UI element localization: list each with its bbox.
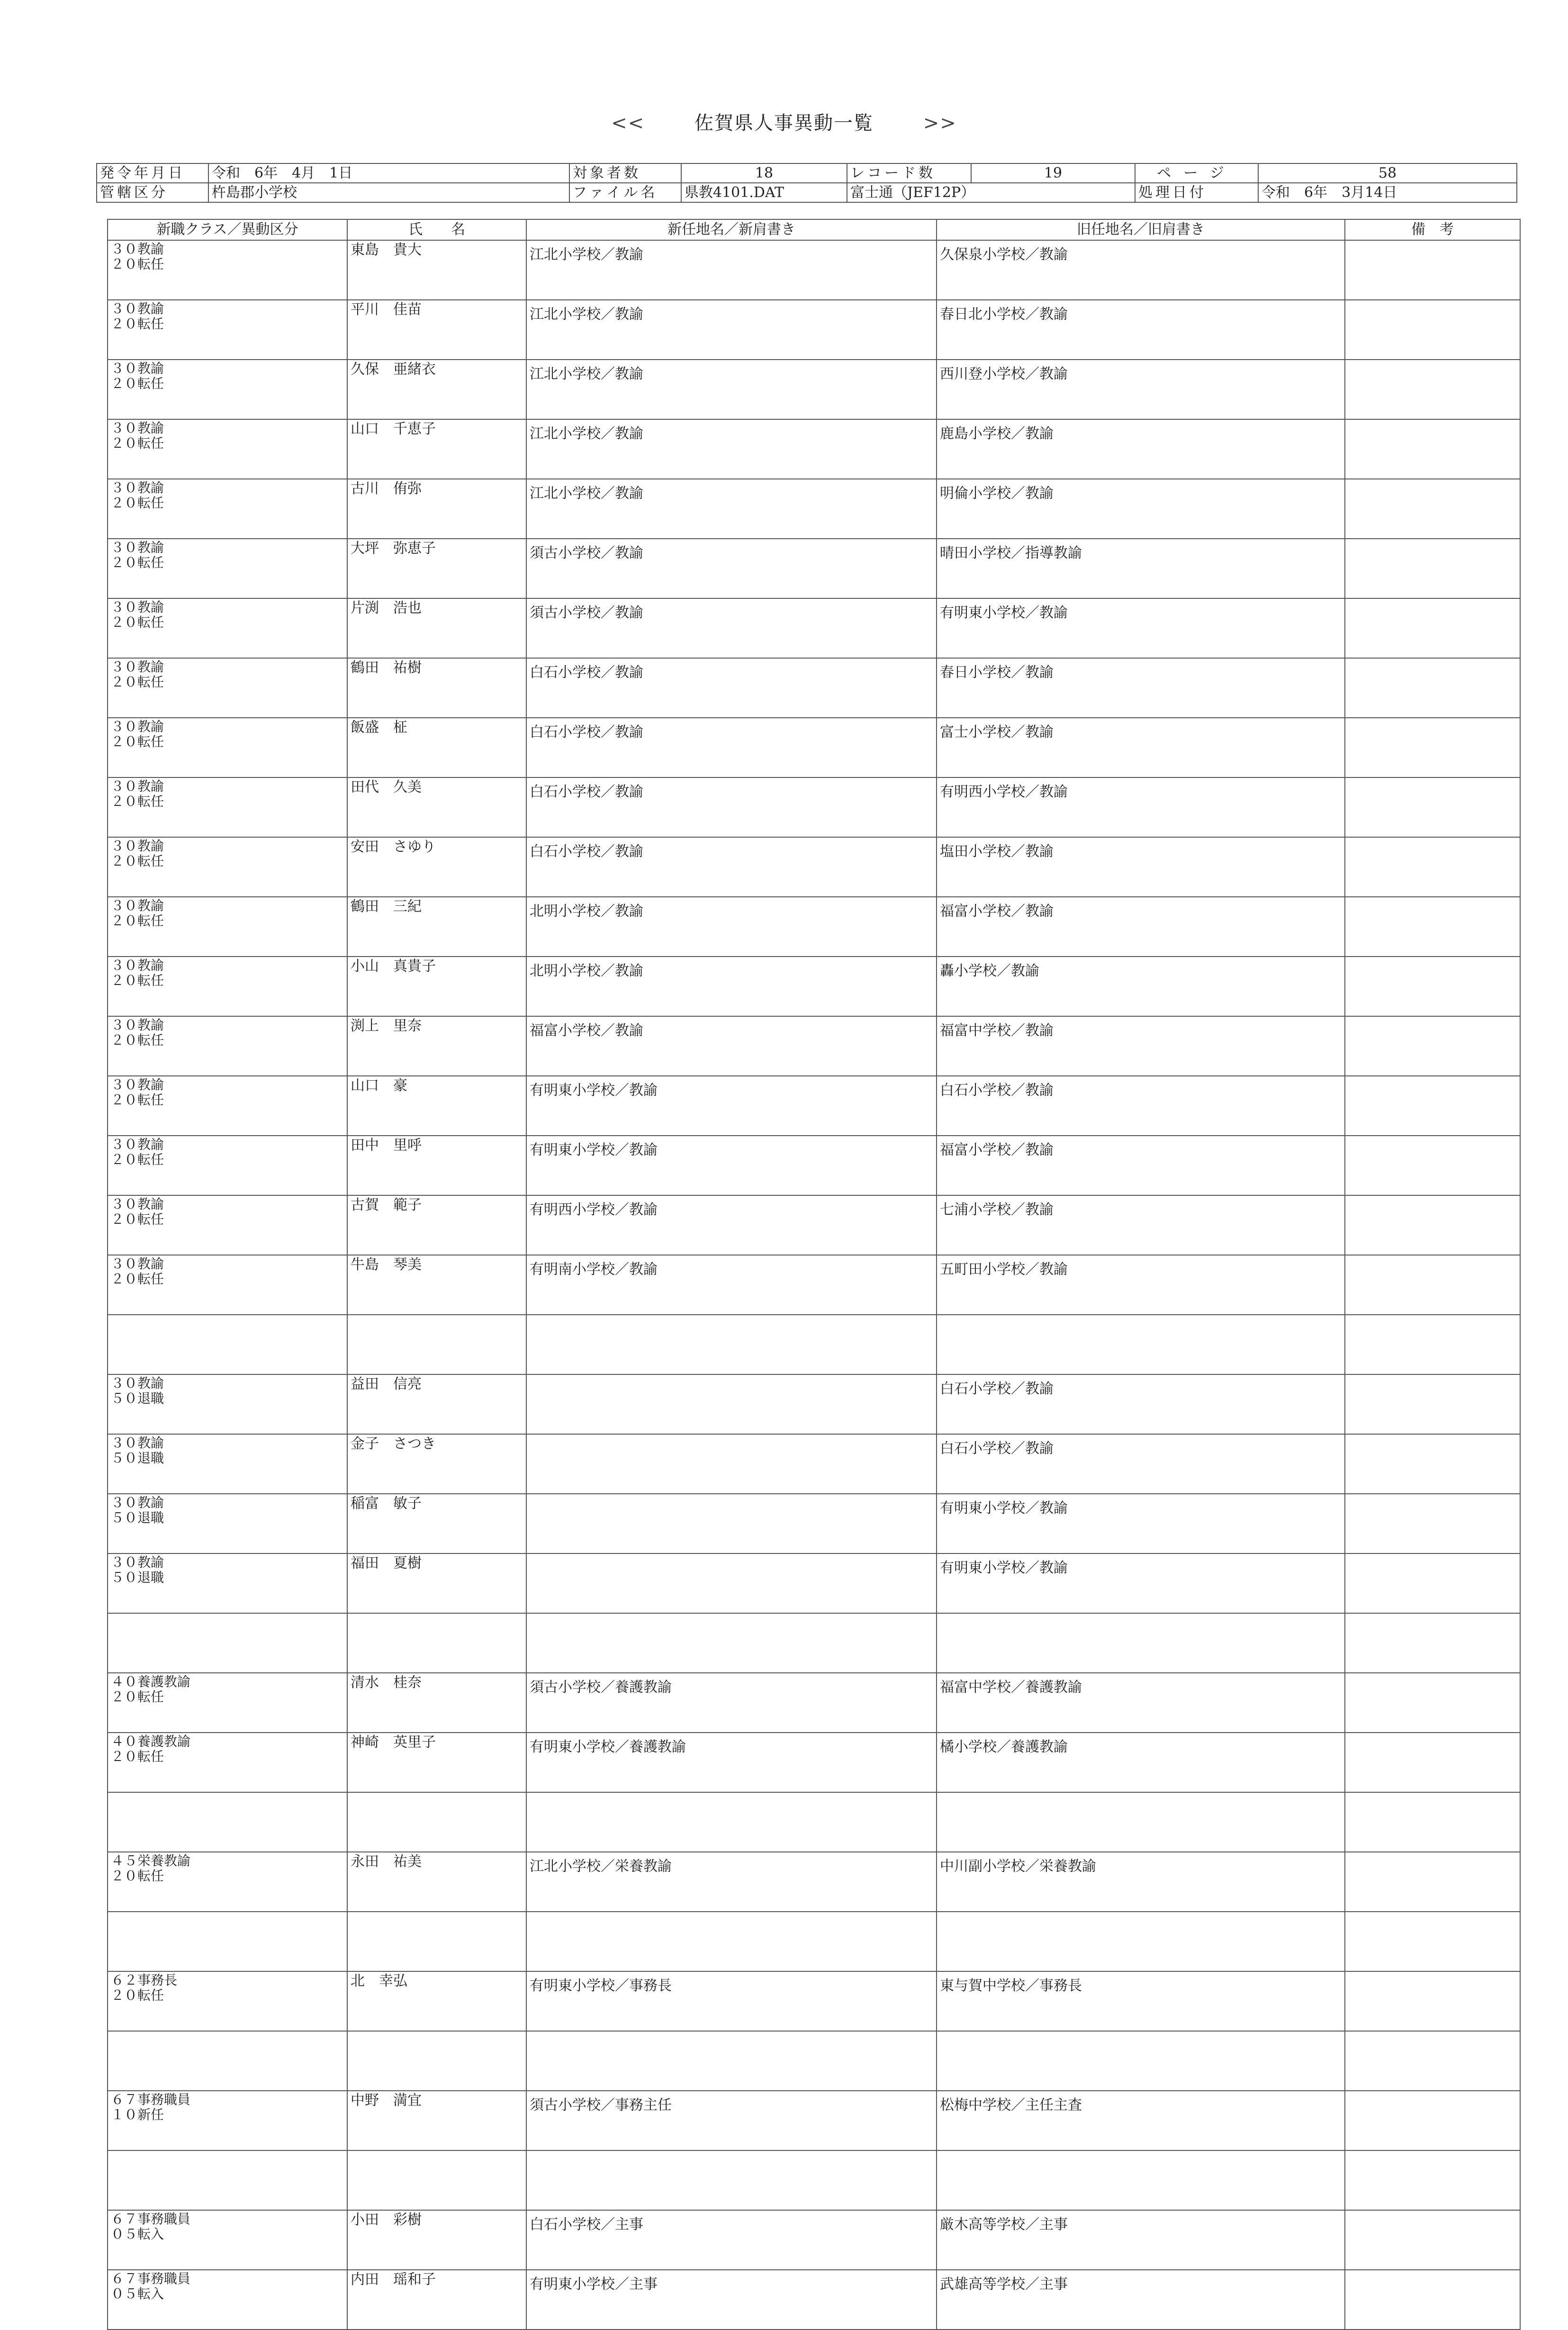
remarks-cell — [1345, 1434, 1520, 1494]
table-row — [108, 479, 1520, 539]
remarks-cell — [1345, 1255, 1520, 1315]
person-name: 山口 千恵子 — [347, 419, 526, 479]
new-post: 有明西小学校／教諭 — [526, 1195, 937, 1255]
person-name: 小山 真貴子 — [347, 957, 526, 1016]
new-post: 江北小学校／教諭 — [526, 419, 937, 479]
job-class: ３０教諭 — [111, 420, 164, 436]
person-name — [347, 1792, 526, 1852]
process-date-label: 処理日付 — [1135, 183, 1258, 202]
class-cell — [108, 1374, 347, 1434]
table-row — [108, 658, 1520, 718]
transfer-type: ２０転任 — [111, 256, 164, 272]
job-class: ３０教諭 — [111, 1554, 164, 1570]
job-class: ４０養護教諭 — [111, 1674, 191, 1689]
class-cell — [108, 1494, 347, 1553]
job-class: ３０教諭 — [111, 719, 164, 734]
remarks-cell — [1345, 1374, 1520, 1434]
new-post: 須古小学校／教諭 — [526, 598, 937, 658]
table-row — [108, 539, 1520, 598]
remarks-cell — [1345, 957, 1520, 1016]
transfer-type: ２０転任 — [111, 614, 164, 630]
transfer-type: ２０転任 — [111, 316, 164, 332]
transfer-type: ２０転任 — [111, 1032, 164, 1048]
person-name: 久保 亜緒衣 — [347, 360, 526, 419]
old-post: 白石小学校／教諭 — [937, 1076, 1345, 1136]
old-post: 七浦小学校／教諭 — [937, 1195, 1345, 1255]
transfer-type: ０５転入 — [111, 2286, 164, 2302]
class-cell — [108, 419, 347, 479]
old-post: 福富小学校／教諭 — [937, 897, 1345, 957]
new-post — [526, 1912, 937, 1971]
person-name: 北 幸弘 — [347, 1971, 526, 2031]
class-cell — [108, 1136, 347, 1195]
table-row — [108, 1494, 1520, 1553]
col-header-remarks: 備 考 — [1345, 219, 1520, 240]
transfer-type: ２０転任 — [111, 1271, 164, 1287]
new-post: 白石小学校／主事 — [526, 2210, 937, 2270]
target-count-label: 対象者数 — [569, 163, 681, 183]
remarks-cell — [1345, 658, 1520, 718]
person-name: 東島 貴大 — [347, 240, 526, 300]
table-row — [108, 1733, 1520, 1792]
class-cell — [108, 539, 347, 598]
remarks-cell — [1345, 1076, 1520, 1136]
old-post: 富士小学校／教諭 — [937, 718, 1345, 777]
col-header-class: 新職クラス／異動区分 — [108, 219, 347, 240]
new-post — [526, 1434, 937, 1494]
table-row — [108, 300, 1520, 360]
job-class: ３０教諭 — [111, 361, 164, 376]
new-post — [526, 2031, 937, 2091]
table-row — [108, 1613, 1520, 1673]
class-cell — [108, 2210, 347, 2270]
person-name: 永田 祐美 — [347, 1852, 526, 1912]
person-name: 安田 さゆり — [347, 837, 526, 897]
person-name: 渕上 里奈 — [347, 1016, 526, 1076]
old-post: 厳木高等学校／主事 — [937, 2210, 1345, 2270]
old-post: 轟小学校／教諭 — [937, 957, 1345, 1016]
person-name: 清水 桂奈 — [347, 1673, 526, 1733]
transfer-type: ２０転任 — [111, 913, 164, 929]
transfer-type: ２０転任 — [111, 1092, 164, 1108]
table-row — [108, 1971, 1520, 2031]
transfer-type: ２０転任 — [111, 674, 164, 690]
title-text: 佐賀県人事異動一覧 — [694, 112, 874, 134]
job-class: ３０教諭 — [111, 301, 164, 316]
remarks-cell — [1345, 479, 1520, 539]
class-cell — [108, 777, 347, 837]
class-cell — [108, 1553, 347, 1613]
transfer-type: ２０転任 — [111, 495, 164, 511]
person-name: 田代 久美 — [347, 777, 526, 837]
table-row — [108, 1673, 1520, 1733]
remarks-cell — [1345, 2150, 1520, 2210]
job-class: ６２事務長 — [111, 1972, 178, 1988]
table-row — [108, 2091, 1520, 2150]
person-name: 内田 瑶和子 — [347, 2270, 526, 2330]
old-post: 武雄高等学校／主事 — [937, 2270, 1345, 2330]
remarks-cell — [1345, 539, 1520, 598]
transfer-type: ２０転任 — [111, 973, 164, 988]
person-name: 飯盛 柾 — [347, 718, 526, 777]
table-row — [108, 2210, 1520, 2270]
class-cell — [108, 1912, 347, 1971]
new-post — [526, 1792, 937, 1852]
table-row — [108, 240, 1520, 300]
table-row — [108, 1315, 1520, 1374]
job-class: ３０教諭 — [111, 480, 164, 496]
class-cell — [108, 300, 347, 360]
class-cell — [108, 360, 347, 419]
printer-name: 富士通（JEF12P） — [847, 183, 1135, 202]
jurisdiction: 杵島郡小学校 — [208, 183, 569, 202]
class-cell — [108, 1852, 347, 1912]
class-cell — [108, 1792, 347, 1852]
table-row — [108, 1255, 1520, 1315]
class-cell — [108, 1076, 347, 1136]
old-post — [937, 2150, 1345, 2210]
remarks-cell — [1345, 2031, 1520, 2091]
class-cell — [108, 658, 347, 718]
job-class: ３０教諭 — [111, 838, 164, 854]
personnel-table — [107, 219, 1521, 2330]
table-row — [108, 598, 1520, 658]
class-cell — [108, 598, 347, 658]
new-post: 有明南小学校／教諭 — [526, 1255, 937, 1315]
new-post: 白石小学校／教諭 — [526, 837, 937, 897]
job-class: ６７事務職員 — [111, 2271, 191, 2286]
transfer-type: ２０転任 — [111, 1211, 164, 1227]
job-class: ３０教諭 — [111, 1375, 164, 1391]
remarks-cell — [1345, 1613, 1520, 1673]
person-name: 片渕 浩也 — [347, 598, 526, 658]
person-name — [347, 2031, 526, 2091]
remarks-cell — [1345, 1553, 1520, 1613]
new-post — [526, 1553, 937, 1613]
new-post: 須古小学校／事務主任 — [526, 2091, 937, 2150]
table-row — [108, 777, 1520, 837]
process-date: 令和 6年 3月14日 — [1258, 183, 1517, 202]
remarks-cell — [1345, 360, 1520, 419]
job-class: ３０教諭 — [111, 540, 164, 555]
new-post: 江北小学校／教諭 — [526, 240, 937, 300]
old-post: 有明東小学校／教諭 — [937, 1494, 1345, 1553]
person-name: 古賀 範子 — [347, 1195, 526, 1255]
remarks-cell — [1345, 777, 1520, 837]
table-row — [108, 1434, 1520, 1494]
file-name: 県教4101.DAT — [681, 183, 847, 202]
old-post — [937, 1315, 1345, 1374]
old-post — [937, 1792, 1345, 1852]
remarks-cell — [1345, 1733, 1520, 1792]
person-name: 中野 満宜 — [347, 2091, 526, 2150]
table-row — [108, 718, 1520, 777]
remarks-cell — [1345, 1315, 1520, 1374]
person-name — [347, 1912, 526, 1971]
table-row — [108, 2270, 1520, 2330]
person-name: 稲富 敏子 — [347, 1494, 526, 1553]
new-post — [526, 1613, 937, 1673]
old-post: 有明西小学校／教諭 — [937, 777, 1345, 837]
new-post: 白石小学校／教諭 — [526, 777, 937, 837]
transfer-type: １０新任 — [111, 2107, 164, 2122]
class-cell — [108, 1434, 347, 1494]
old-post: 中川副小学校／栄養教諭 — [937, 1852, 1345, 1912]
person-name — [347, 1613, 526, 1673]
person-name: 鶴田 祐樹 — [347, 658, 526, 718]
person-name: 平川 佳苗 — [347, 300, 526, 360]
old-post: 鹿島小学校／教諭 — [937, 419, 1345, 479]
remarks-cell — [1345, 718, 1520, 777]
class-cell — [108, 479, 347, 539]
new-post — [526, 1494, 937, 1553]
remarks-cell — [1345, 2210, 1520, 2270]
old-post: 有明東小学校／教諭 — [937, 1553, 1345, 1613]
new-post: 北明小学校／教諭 — [526, 957, 937, 1016]
table-row — [108, 419, 1520, 479]
col-header-name: 氏 名 — [347, 219, 526, 240]
col-header-new: 新任地名／新肩書き — [526, 219, 937, 240]
remarks-cell — [1345, 1852, 1520, 1912]
new-post: 福富小学校／教諭 — [526, 1016, 937, 1076]
table-row — [108, 1852, 1520, 1912]
remarks-cell — [1345, 598, 1520, 658]
table-row — [108, 2150, 1520, 2210]
class-cell — [108, 1971, 347, 2031]
title-left-bracket: << — [611, 112, 645, 134]
new-post: 有明東小学校／教諭 — [526, 1136, 937, 1195]
job-class: ３０教諭 — [111, 241, 164, 257]
table-row — [108, 1374, 1520, 1434]
transfer-type: ２０転任 — [111, 1868, 164, 1884]
class-cell — [108, 2091, 347, 2150]
remarks-cell — [1345, 1195, 1520, 1255]
new-post: 江北小学校／教諭 — [526, 479, 937, 539]
new-post: 有明東小学校／養護教諭 — [526, 1733, 937, 1792]
person-name: 福田 夏樹 — [347, 1553, 526, 1613]
person-name: 大坪 弥恵子 — [347, 539, 526, 598]
new-post: 有明東小学校／事務長 — [526, 1971, 937, 2031]
transfer-type: ２０転任 — [111, 376, 164, 391]
remarks-cell — [1345, 300, 1520, 360]
job-class: ６７事務職員 — [111, 2211, 191, 2227]
remarks-cell — [1345, 1792, 1520, 1852]
transfer-type: ２０転任 — [111, 1689, 164, 1705]
transfer-type: ５０退職 — [111, 1570, 164, 1585]
record-count: 19 — [971, 163, 1135, 183]
remarks-cell — [1345, 1136, 1520, 1195]
page-title — [0, 108, 1568, 135]
new-post — [526, 1374, 937, 1434]
table-row — [108, 957, 1520, 1016]
class-cell — [108, 2031, 347, 2091]
title-right-bracket: >> — [923, 112, 957, 134]
new-post: 須古小学校／養護教諭 — [526, 1673, 937, 1733]
page-number: 58 — [1258, 163, 1517, 183]
transfer-type: ２０転任 — [111, 555, 164, 570]
job-class: ４５栄養教諭 — [111, 1853, 191, 1869]
old-post: 橘小学校／養護教諭 — [937, 1733, 1345, 1792]
table-row — [108, 1553, 1520, 1613]
person-name: 益田 信亮 — [347, 1374, 526, 1434]
class-cell — [108, 957, 347, 1016]
job-class: ３０教諭 — [111, 957, 164, 973]
person-name: 金子 さつき — [347, 1434, 526, 1494]
transfer-type: ２０転任 — [111, 853, 164, 869]
new-post: 有明東小学校／主事 — [526, 2270, 937, 2330]
new-post: 白石小学校／教諭 — [526, 718, 937, 777]
class-cell — [108, 1613, 347, 1673]
job-class: ３０教諭 — [111, 1256, 164, 1272]
job-class: ３０教諭 — [111, 1017, 164, 1033]
person-name: 田中 里呼 — [347, 1136, 526, 1195]
remarks-cell — [1345, 419, 1520, 479]
person-name — [347, 1315, 526, 1374]
class-cell — [108, 1673, 347, 1733]
job-class: ３０教諭 — [111, 659, 164, 675]
class-cell — [108, 2150, 347, 2210]
old-post: 五町田小学校／教諭 — [937, 1255, 1345, 1315]
remarks-cell — [1345, 2091, 1520, 2150]
transfer-type: ２０転任 — [111, 794, 164, 809]
class-cell — [108, 897, 347, 957]
old-post — [937, 1613, 1345, 1673]
old-post: 久保泉小学校／教諭 — [937, 240, 1345, 300]
class-cell — [108, 1315, 347, 1374]
remarks-cell — [1345, 1494, 1520, 1553]
class-cell — [108, 718, 347, 777]
table-row — [108, 2031, 1520, 2091]
transfer-type: ２０転任 — [111, 1152, 164, 1167]
old-post: 晴田小学校／指導教諭 — [937, 539, 1345, 598]
job-class: ３０教諭 — [111, 599, 164, 615]
old-post: 白石小学校／教諭 — [937, 1434, 1345, 1494]
old-post: 白石小学校／教諭 — [937, 1374, 1345, 1434]
issue-date: 令和 6年 4月 1日 — [208, 163, 569, 183]
new-post: 江北小学校／教諭 — [526, 360, 937, 419]
meta-table — [96, 163, 1517, 203]
record-count-label: レコード数 — [847, 163, 971, 183]
new-post — [526, 1315, 937, 1374]
transfer-type: ２０転任 — [111, 1749, 164, 1764]
remarks-cell — [1345, 897, 1520, 957]
transfer-type: ５０退職 — [111, 1450, 164, 1466]
target-count: 18 — [681, 163, 847, 183]
job-class: ４０養護教諭 — [111, 1734, 191, 1749]
table-row — [108, 1076, 1520, 1136]
table-header — [108, 219, 1520, 240]
old-post: 塩田小学校／教諭 — [937, 837, 1345, 897]
new-post — [526, 2150, 937, 2210]
table-row — [108, 1136, 1520, 1195]
old-post: 福富中学校／教諭 — [937, 1016, 1345, 1076]
table-row — [108, 1195, 1520, 1255]
table-row — [108, 1016, 1520, 1076]
transfer-type: ０５転入 — [111, 2226, 164, 2242]
old-post: 福富小学校／教諭 — [937, 1136, 1345, 1195]
class-cell — [108, 837, 347, 897]
person-name — [347, 2150, 526, 2210]
job-class: ３０教諭 — [111, 898, 164, 913]
person-name: 鶴田 三紀 — [347, 897, 526, 957]
col-header-old: 旧任地名／旧肩書き — [937, 219, 1345, 240]
new-post: 江北小学校／教諭 — [526, 300, 937, 360]
person-name: 古川 侑弥 — [347, 479, 526, 539]
person-name: 小田 彩樹 — [347, 2210, 526, 2270]
new-post: 有明東小学校／教諭 — [526, 1076, 937, 1136]
person-name: 牛島 琴美 — [347, 1255, 526, 1315]
old-post: 春日小学校／教諭 — [937, 658, 1345, 718]
jurisdiction-label: 管轄区分 — [97, 183, 208, 202]
remarks-cell — [1345, 1971, 1520, 2031]
job-class: ３０教諭 — [111, 778, 164, 794]
remarks-cell — [1345, 2270, 1520, 2330]
class-cell — [108, 240, 347, 300]
transfer-type: ２０転任 — [111, 734, 164, 750]
transfer-type: ５０退職 — [111, 1510, 164, 1526]
remarks-cell — [1345, 837, 1520, 897]
page-label: ページ — [1135, 163, 1258, 183]
remarks-cell — [1345, 240, 1520, 300]
new-post: 須古小学校／教諭 — [526, 539, 937, 598]
old-post — [937, 2031, 1345, 2091]
table-row — [108, 360, 1520, 419]
old-post: 松梅中学校／主任主査 — [937, 2091, 1345, 2150]
new-post: 白石小学校／教諭 — [526, 658, 937, 718]
old-post: 有明東小学校／教諭 — [937, 598, 1345, 658]
old-post: 東与賀中学校／事務長 — [937, 1971, 1345, 2031]
remarks-cell — [1345, 1673, 1520, 1733]
table-row — [108, 897, 1520, 957]
old-post: 春日北小学校／教諭 — [937, 300, 1345, 360]
job-class: ３０教諭 — [111, 1196, 164, 1212]
job-class: ３０教諭 — [111, 1077, 164, 1093]
class-cell — [108, 1195, 347, 1255]
old-post: 福富中学校／養護教諭 — [937, 1673, 1345, 1733]
class-cell — [108, 2270, 347, 2330]
transfer-type: ２０転任 — [111, 1987, 164, 2003]
class-cell — [108, 1016, 347, 1076]
transfer-type: ２０転任 — [111, 435, 164, 451]
table-row — [108, 837, 1520, 897]
file-name-label: ファイル名 — [569, 183, 681, 202]
class-cell — [108, 1255, 347, 1315]
person-name: 神崎 英里子 — [347, 1733, 526, 1792]
class-cell — [108, 1733, 347, 1792]
old-post — [937, 1912, 1345, 1971]
issue-date-label: 発令年月日 — [97, 163, 208, 183]
old-post: 明倫小学校／教諭 — [937, 479, 1345, 539]
new-post: 江北小学校／栄養教諭 — [526, 1852, 937, 1912]
table-row — [108, 1792, 1520, 1852]
job-class: ６７事務職員 — [111, 2092, 191, 2107]
table-row — [108, 1912, 1520, 1971]
transfer-type: ５０退職 — [111, 1391, 164, 1406]
remarks-cell — [1345, 1016, 1520, 1076]
new-post: 北明小学校／教諭 — [526, 897, 937, 957]
old-post: 西川登小学校／教諭 — [937, 360, 1345, 419]
job-class: ３０教諭 — [111, 1137, 164, 1152]
person-name: 山口 豪 — [347, 1076, 526, 1136]
remarks-cell — [1345, 1912, 1520, 1971]
job-class: ３０教諭 — [111, 1495, 164, 1510]
job-class: ３０教諭 — [111, 1435, 164, 1451]
